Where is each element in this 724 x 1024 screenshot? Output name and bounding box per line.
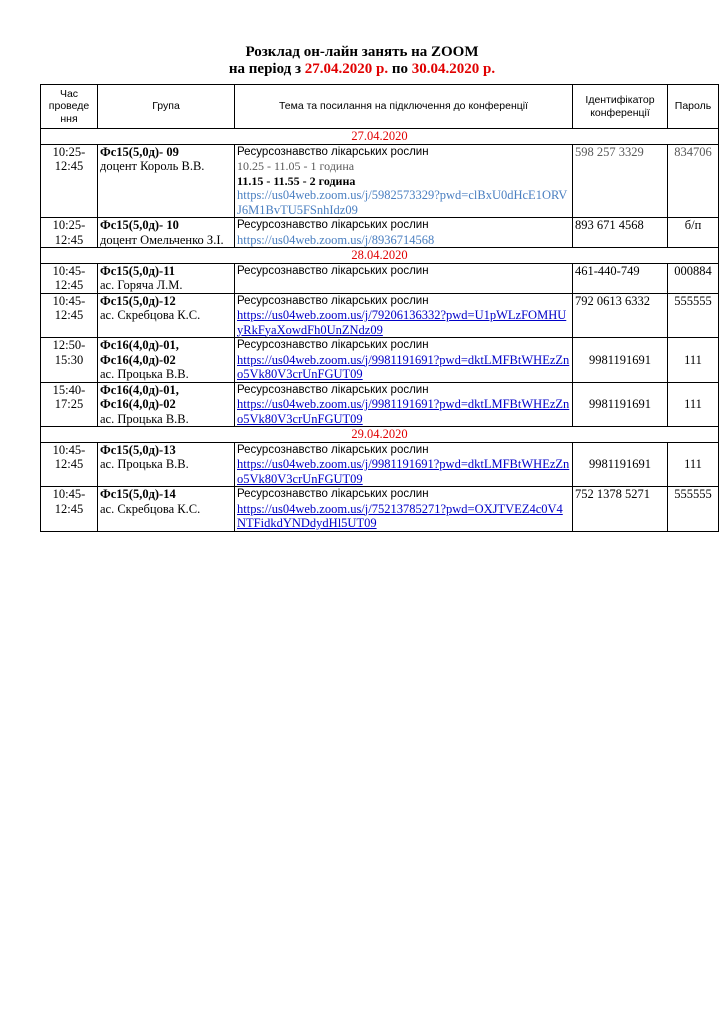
teacher-name: ас. Скребцова К.С.: [100, 501, 201, 516]
topic-cell: [235, 218, 573, 248]
topic-cell: [235, 487, 573, 532]
zoom-link[interactable]: https://us04web.zoom.us/j/79206136332?pwd=U1pWLzFOMHUyRkFyaXowdFh0UnZNdz09: [237, 308, 567, 337]
group-cell: [98, 144, 235, 218]
subject-name: Ресурсознавство лікарських рослин: [237, 488, 429, 500]
time-cell: 10:45-12:45: [41, 442, 98, 487]
conference-id-cell: 9981191691: [573, 442, 668, 487]
session-note: 11.15 - 11.55 - 2 година: [237, 173, 356, 188]
topic-cell: [235, 263, 573, 293]
header-time: Час проведе ння: [41, 85, 98, 129]
group-code: Фс15(5,0д)- 09: [100, 144, 179, 159]
session-note: 10.25 - 11.05 - 1 година: [237, 159, 355, 173]
time-cell: 12:50-15:30: [41, 338, 98, 383]
password-cell: 111: [668, 442, 719, 487]
document-title: [0, 44, 724, 78]
group-code: Фс16(4,0д)-01,: [100, 338, 179, 352]
conference-id-cell: 752 1378 5271: [573, 487, 668, 532]
topic-cell: [235, 338, 573, 383]
conference-id-cell: 9981191691: [573, 338, 668, 383]
table-row: [41, 218, 719, 248]
zoom-link[interactable]: https://us04web.zoom.us/j/9981191691?pwd=dktLMFBtWHEzZno5Vk80V3crUnFGUT09: [237, 457, 570, 486]
table-row: [41, 442, 719, 487]
teacher-name: ас. Процька В.В.: [100, 457, 189, 471]
conference-id-cell: 461-440-749: [573, 263, 668, 293]
teacher-name: ас. Скребцова К.С.: [100, 308, 201, 322]
period-mid: по: [391, 61, 409, 77]
group-code: Фс16(4,0д)-02: [100, 397, 176, 411]
teacher-name: ас. Процька В.В.: [100, 367, 189, 381]
group-cell: [98, 487, 235, 532]
group-cell: [98, 338, 235, 383]
header-conference-id: Ідентифікатор конференції: [573, 85, 668, 129]
subject-name: Ресурсознавство лікарських рослин: [237, 219, 429, 231]
group-code: Фс15(5,0д)-11: [100, 263, 176, 278]
topic-cell: [235, 144, 573, 218]
title-line-2: [0, 61, 724, 78]
subject-name: Ресурсознавство лікарських рослин: [237, 383, 429, 396]
group-cell: [98, 218, 235, 248]
time-cell: 10:45-12:45: [41, 293, 98, 338]
subject-name: Ресурсознавство лікарських рослин: [237, 145, 429, 158]
date-label: 29.04.2020: [41, 427, 719, 443]
group-code: Фс15(5,0д)- 10: [100, 218, 179, 232]
teacher-name: ас. Процька В.В.: [100, 411, 189, 426]
password-cell: б/п: [668, 218, 719, 248]
subject-name: Ресурсознавство лікарських рослин: [237, 264, 429, 277]
topic-cell: [235, 442, 573, 487]
period-prefix: на період з: [228, 61, 302, 77]
password-cell: 555555: [668, 487, 719, 532]
teacher-name: доцент Король В.В.: [100, 159, 205, 173]
password-cell: 111: [668, 338, 719, 383]
subject-name: Ресурсознавство лікарських рослин: [237, 443, 429, 456]
time-cell: 10:45-12:45: [41, 263, 98, 293]
date-row: [41, 129, 719, 145]
conference-id-cell: 792 0613 6332: [573, 293, 668, 338]
schedule-table: [40, 84, 719, 532]
table-row: [41, 487, 719, 532]
table-row: [41, 263, 719, 293]
zoom-link[interactable]: https://us04web.zoom.us/j/5982573329?pwd=clBxU0dHcE1ORVJ6M1BvTU5FSnhIdz09: [237, 188, 568, 217]
conference-id-cell: 893 671 4568: [573, 218, 668, 248]
zoom-link[interactable]: https://us04web.zoom.us/j/9981191691?pwd=dktLMFBtWHEzZno5Vk80V3crUnFGUT09: [237, 397, 570, 426]
group-cell: [98, 382, 235, 427]
teacher-name: доцент Омельченко З.І.: [100, 232, 224, 247]
zoom-link[interactable]: https://us04web.zoom.us/j/8936714568: [237, 232, 435, 247]
topic-cell: [235, 382, 573, 427]
header-topic: Тема та посилання на підключення до конференції: [235, 85, 573, 129]
date-row: [41, 248, 719, 264]
password-cell: 834706: [668, 144, 719, 218]
time-cell: 10:25-12:45: [41, 144, 98, 218]
table-row: [41, 382, 719, 427]
zoom-link[interactable]: https://us04web.zoom.us/j/75213785271?pwd=OXJTVEZ4c0V4NTFidkdYNDdydHl5UT09: [237, 501, 563, 530]
conference-id-cell: 9981191691: [573, 382, 668, 427]
time-cell: 10:25-12:45: [41, 218, 98, 248]
date-label: 28.04.2020: [41, 248, 719, 264]
group-cell: [98, 442, 235, 487]
group-code: Фс15(5,0д)-12: [100, 293, 176, 308]
time-cell: 10:45-12:45: [41, 487, 98, 532]
group-code: Фс16(4,0д)-01,: [100, 382, 179, 397]
group-code: Фс16(4,0д)-02: [100, 352, 176, 367]
date-label: 27.04.2020: [41, 129, 719, 145]
table-row: [41, 293, 719, 338]
table-row: [41, 144, 719, 218]
subject-name: Ресурсознавство лікарських рослин: [237, 339, 429, 351]
topic-cell: [235, 293, 573, 338]
zoom-link[interactable]: https://us04web.zoom.us/j/9981191691?pwd=dktLMFBtWHEzZno5Vk80V3crUnFGUT09: [237, 352, 570, 381]
time-cell: 15:40-17:25: [41, 382, 98, 427]
header-group: Група: [98, 85, 235, 129]
group-code: Фс15(5,0д)-14: [100, 487, 176, 501]
teacher-name: ас. Горяча Л.М.: [100, 278, 183, 292]
header-row: [41, 85, 719, 129]
table-row: [41, 338, 719, 383]
period-end-date: 30.04.2020 р.: [411, 61, 496, 77]
title-line-1: Розклад он-лайн занять на ZOOM: [245, 44, 479, 60]
date-row: [41, 427, 719, 443]
password-cell: 111: [668, 382, 719, 427]
group-cell: [98, 263, 235, 293]
header-password: Пароль: [668, 85, 719, 129]
group-cell: [98, 293, 235, 338]
subject-name: Ресурсознавство лікарських рослин: [237, 294, 429, 307]
group-code: Фс15(5,0д)-13: [100, 442, 176, 457]
password-cell: 555555: [668, 293, 719, 338]
password-cell: 000884: [668, 263, 719, 293]
conference-id-cell: 598 257 3329: [573, 144, 668, 218]
period-start-date: 27.04.2020 р.: [304, 61, 389, 77]
